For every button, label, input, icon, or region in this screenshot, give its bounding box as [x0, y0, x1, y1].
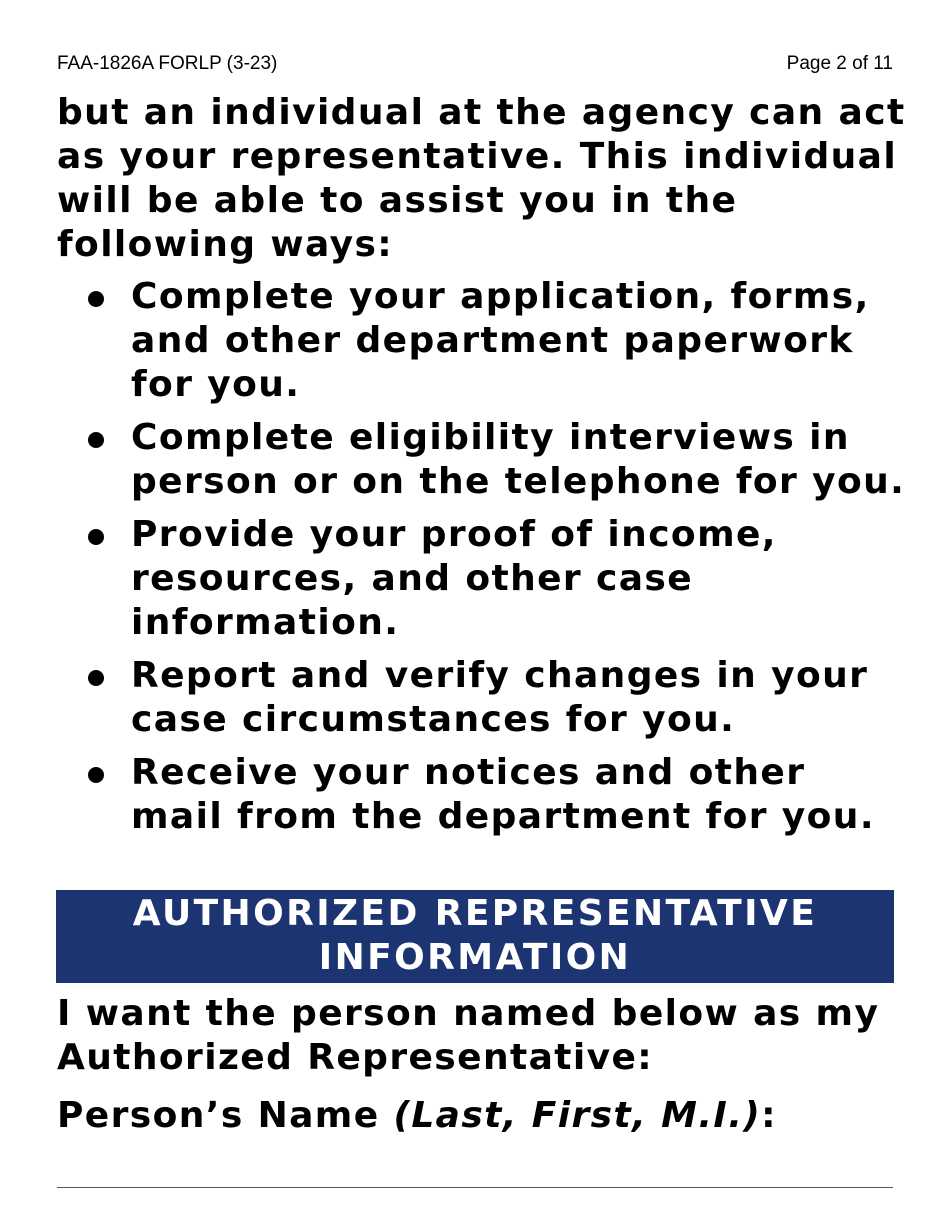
list-item	[57, 275, 907, 407]
list-item-text: Report and verify changes in your case circumstances for you.	[131, 655, 869, 740]
page-header	[57, 52, 893, 76]
list-item-text: Provide your proof of income, resources, and other case information.	[131, 514, 777, 643]
bullet-icon	[88, 291, 104, 307]
intro-paragraph: but an individual at the agency can act as your representative. This individual will be able to assist you in the following ways:	[57, 92, 906, 265]
list-item-text: Complete your application, forms, and other department paperwork for you.	[131, 276, 870, 405]
section-banner-title-line-2: INFORMATION	[318, 937, 632, 978]
person-name-label	[57, 1094, 907, 1138]
bullet-icon	[88, 432, 104, 448]
assistance-list	[57, 275, 907, 848]
bullet-icon	[88, 767, 104, 783]
list-item-text: Receive your notices and other mail from the department for you.	[131, 752, 875, 837]
form-id: FAA-1826A FORLP (3-23)	[57, 53, 278, 74]
person-name-format-hint: (Last, First, M.I.)	[393, 1095, 762, 1136]
list-item-text: Complete eligibility interviews in person or on the telephone for you.	[131, 417, 906, 502]
bullet-icon	[88, 670, 104, 686]
person-name-field[interactable]	[57, 1187, 893, 1188]
authorization-statement: I want the person named below as my Authorized Representative:	[57, 993, 880, 1078]
person-name-label-colon: :	[761, 1095, 777, 1136]
bullet-icon	[88, 529, 104, 545]
list-item	[57, 654, 907, 742]
list-item	[57, 416, 907, 504]
section-banner	[56, 890, 894, 983]
person-name-label-text: Person’s Name	[57, 1095, 394, 1136]
section-banner-title-line-1: AUTHORIZED REPRESENTATIVE	[132, 893, 818, 934]
list-item	[57, 513, 907, 645]
page-number: Page 2 of 11	[786, 53, 893, 74]
list-item	[57, 751, 907, 839]
